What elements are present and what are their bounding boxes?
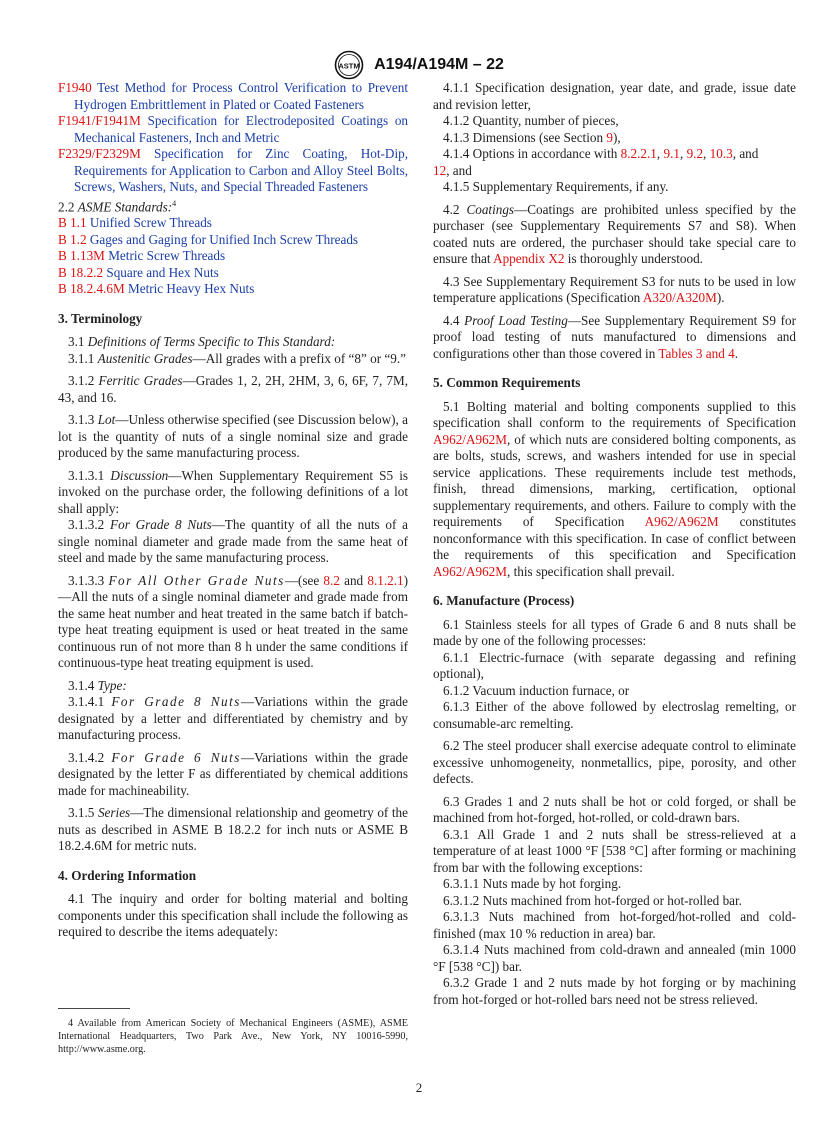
- link-8-2[interactable]: 8.2: [323, 572, 340, 588]
- link-12[interactable]: 12: [433, 162, 447, 178]
- para-6-3-1-4: 6.3.1.4 Nuts machined from cold-drawn and annealed (min 1000 °F [538 °C]) bar.: [433, 942, 796, 974]
- link-a962-2[interactable]: A962/A962M: [644, 514, 719, 529]
- para-6-1: 6.1 Stainless steels for all types of Grade 6 and 8 nuts shall be made by one of the following processes:: [433, 616, 796, 648]
- para-6-1-3: 6.1.3 Either of the above followed by electroslag remelting, or consumable-arc remelting.: [433, 699, 796, 731]
- para-6-1-2: 6.1.2 Vacuum induction furnace, or: [443, 682, 630, 698]
- para-6-2: 6.2 The steel producer shall exercise adequate control to eliminate excessive unhomogeneity, nonmetallics, pipe, porosity, and other defects.: [433, 738, 796, 786]
- link-8-1-2-1[interactable]: 8.1.2.1: [367, 572, 404, 588]
- para-4-3: 4.3 See Supplementary Requirement S3 for nuts to be used in low temperature applications (Specification A320/A320M).: [433, 273, 796, 305]
- reference-f2329: F2329/F2329M Specification for Zinc Coating, Hot-Dip, Requirements for Application to Carbon and Alloy Steel Bolts, Screws, Washers, Nuts, and Special Threaded Fasteners: [58, 146, 408, 194]
- para-3-1-5: 3.1.5 Series—The dimensional relationship and geometry of the nuts as described in ASME B 18.2.2 for inch nuts or ASME B 18.2.4.6M for metric nuts.: [58, 805, 408, 854]
- para-6-3-1-1: 6.3.1.1 Nuts made by hot forging.: [443, 876, 622, 891]
- reference-b18-2-2: B 18.2.2 Square and Hex Nuts: [58, 264, 219, 280]
- right-column: [433, 80, 796, 1008]
- svg-text:ASTM: ASTM: [338, 61, 360, 71]
- para-4-1-5: 4.1.5 Supplementary Requirements, if any.: [443, 179, 669, 194]
- para-3-1-3-3: 3.1.3.3 For All Other Grade Nuts—(see 8.2 and 8.1.2.1)—All the nuts of a single nominal diameter and grade made from the same heat number and heat treated in the same batch if batch-type heat treating equipment is used or heat treated in the same continuous run of not more than 8 h under the same conditions if continuous-type heat treating equipment is used.: [58, 572, 409, 671]
- para-3-1-2: 3.1.2 Ferritic Grades—Grades 1, 2, 2H, 2HM, 3, 6, 6F, 7, 7M, 43, and 16.: [58, 373, 409, 405]
- page-number: 2: [415, 1080, 423, 1095]
- footnote: 4 Available from American Society of Mechanical Engineers (ASME), ASME International Headquarters, Two Park Ave., New York, NY 10016-5990, http://www.asme.org.: [58, 1018, 408, 1055]
- section-5-heading: 5. Common Requirements: [433, 375, 581, 390]
- para-3-1-4: 3.1.4 Type:: [68, 677, 127, 693]
- para-3-1-3-2: 3.1.3.2 For Grade 8 Nuts—The quantity of all the nuts of a single nominal diameter and grade made from the same heat of steel and made by the same manufacturing process.: [58, 517, 408, 566]
- reference-b1-1: B 1.1 Unified Screw Threads: [58, 215, 212, 231]
- link-appendix-x2[interactable]: Appendix X2: [493, 251, 565, 266]
- link-8-2-2-1[interactable]: 8.2.2.1: [620, 146, 657, 161]
- link-a962-1[interactable]: A962/A962M: [433, 431, 507, 447]
- document-designation: A194/A194M – 22: [374, 56, 504, 73]
- left-column: [58, 80, 408, 941]
- para-4-1-2: 4.1.2 Quantity, number of pieces,: [443, 113, 619, 128]
- para-3-1-1: 3.1.1 Austenitic Grades—All grades with a prefix of “8” or “9.”: [68, 350, 407, 366]
- link-a962-3[interactable]: A962/A962M: [433, 563, 507, 579]
- para-6-3-1-2: 6.3.1.2 Nuts machined from hot-forged or hot-rolled bar.: [443, 892, 742, 908]
- para-4-1: 4.1 The inquiry and order for bolting material and bolting components under this specification shall include the following as required to describe the items adequately:: [58, 891, 408, 940]
- reference-b1-13m: B 1.13M Metric Screw Threads: [58, 248, 226, 264]
- section-4-heading: 4. Ordering Information: [58, 867, 197, 883]
- para-6-3-1-3: 6.3.1.3 Nuts machined from hot-forged/hot-rolled and cold-finished (max 10 % reduction in area) bar.: [433, 909, 796, 941]
- link-9-1[interactable]: 9.1: [663, 146, 680, 161]
- para-4-2: 4.2 Coatings—Coatings are prohibited unless specified by the purchaser (see Supplementary Requirements S7 and S8). When coated nuts are ordered, the purchaser should take special care to ensure that Appendix X2 is thoroughly understood.: [433, 201, 797, 266]
- link-10-3[interactable]: 10.3: [709, 146, 733, 161]
- section-6-heading: 6. Manufacture (Process): [433, 593, 575, 608]
- section-3-heading: 3. Terminology: [58, 310, 143, 326]
- para-6-1-1: 6.1.1 Electric-furnace (with separate degassing and refining optional),: [433, 649, 796, 681]
- para-6-3-1: 6.3.1 All Grade 1 and 2 nuts shall be stress-relieved at a temperature of at least 1000 °F [538 °C] after forming or machining from bar with the following exceptions:: [433, 826, 796, 875]
- asme-standards-heading: 2.2 ASME Standards:$^4$: [58, 198, 177, 214]
- link-a320[interactable]: A320/A320M: [642, 290, 717, 305]
- para-4-1-1: 4.1.1 Specification designation, year date, and grade, issue date and revision letter,: [433, 80, 796, 112]
- para-3-1: 3.1 Definitions of Terms Specific to This Standard:: [68, 334, 336, 350]
- para-3-1-3: 3.1.3 Lot—Unless otherwise specified (see Discussion below), a lot is the quantity of nuts of a single nominal size and grade produced by the same manufacturing process.: [58, 412, 408, 461]
- page-header: [0, 50, 838, 80]
- para-4-1-3: 4.1.3 Dimensions (see Section 9),: [443, 129, 621, 145]
- para-6-3-2: 6.3.2 Grade 1 and 2 nuts made by hot forging or by machining from hot-forged or hot-rolled bars need not be stress relieved.: [433, 975, 796, 1007]
- para-3-1-3-1: 3.1.3.1 Discussion—When Supplementary Requirement S5 is invoked on the purchase order, the following definitions of a lot shall apply:: [58, 467, 409, 516]
- reference-f1940: F1940 Test Method for Process Control Verification to Prevent Hydrogen Embrittlement in Plated or Coated Fasteners: [58, 80, 408, 112]
- para-3-1-4-2: 3.1.4.2 For Grade 6 Nuts—Variations within the grade designated by the letter F as differentiated by chemical additions made for machineability.: [58, 749, 408, 798]
- para-4-1-4: 4.1.4 Options in accordance with 8.2.2.1, 9.1, 9.2, 10.3, and 12, and: [433, 146, 759, 178]
- footnote-rule: [58, 1008, 130, 1009]
- para-6-3: 6.3 Grades 1 and 2 nuts shall be hot or cold forged, or shall be machined from hot-forged, hot-rolled, or cold-drawn bars.: [433, 793, 796, 825]
- link-tables-3-4[interactable]: Tables 3 and 4: [658, 345, 735, 361]
- reference-b1-2: B 1.2 Gages and Gaging for Unified Inch Screw Threads: [58, 231, 359, 247]
- para-3-1-4-1: 3.1.4.1 For Grade 8 Nuts—Variations within the grade designated by a letter and differentiated by chemistry and by manufacturing process.: [58, 694, 408, 743]
- astm-logo-icon: [334, 50, 364, 80]
- link-section-9[interactable]: 9: [606, 129, 613, 145]
- para-5-1: 5.1 Bolting material and bolting components supplied to this specification shall conform to the requirements of Specification A962/A962M, of which nuts are considered bolting components, as are bolts, studs, screws, and washers intended for use in special service applications. These requirements include test methods, finish, thread dimensions, marking, certification, optional supplementary requirements, and others. Failure to comply with the requirements of Specification A962/A962M constitutes nonconformance with this specification. In case of conflict between the requirements of this specification and Specification A962/A962M, this specification shall prevail.: [433, 398, 796, 579]
- reference-f1941: F1941/F1941M Specification for Electrodeposited Coatings on Mechanical Fasteners, Inch and Metric: [58, 113, 409, 145]
- reference-b18-2-4-6m: B 18.2.4.6M Metric Heavy Hex Nuts: [58, 281, 255, 297]
- para-4-4: 4.4 Proof Load Testing—See Supplementary Requirement S9 for proof load testing of nuts manufactured to dimensions and configurations other than those covered in Tables 3 and 4.: [433, 312, 796, 361]
- link-9-2[interactable]: 9.2: [686, 146, 704, 161]
